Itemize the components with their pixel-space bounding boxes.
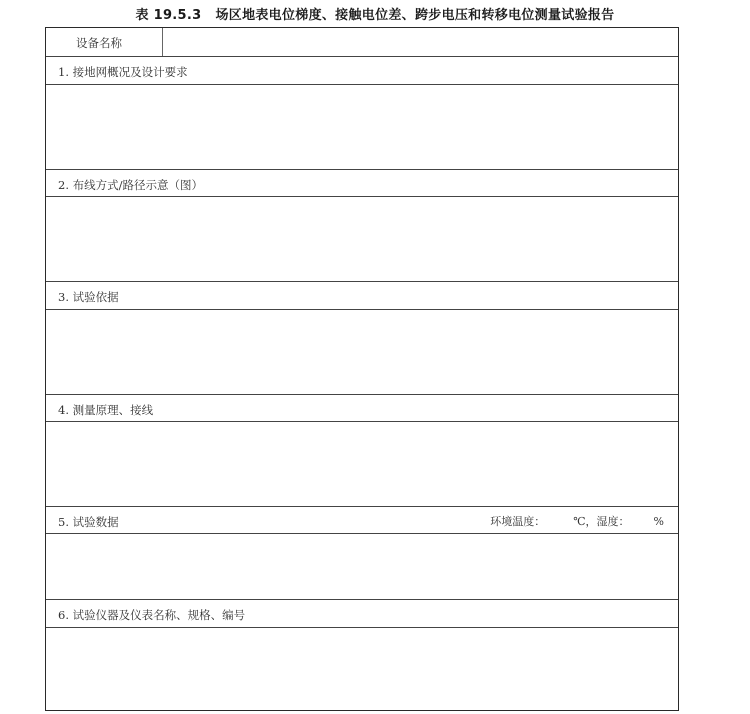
- temperature-unit: ℃，: [573, 515, 597, 528]
- temperature-label: 环境温度：: [490, 515, 546, 528]
- page-title: [0, 4, 750, 23]
- section-5-label: 5. 试验数据: [58, 515, 119, 529]
- table-number: 表 19.5.3: [135, 8, 202, 23]
- section-4-content[interactable]: [46, 422, 678, 507]
- section-4-label: 4. 测量原理、接线: [58, 403, 154, 417]
- section-1-label: 1. 接地网概况及设计要求: [58, 65, 188, 79]
- humidity-label: 湿度：: [596, 515, 630, 528]
- environment-conditions: [490, 513, 664, 529]
- section-6-label: 6. 试验仪器及仪表名称、规格、编号: [58, 608, 246, 622]
- table-title: 场区地表电位梯度、接触电位差、跨步电压和转移电位测量试验报告: [215, 8, 615, 23]
- section-3-content[interactable]: [46, 310, 678, 395]
- section-2-label: 2. 布线方式/路径示意（图）: [58, 178, 204, 192]
- section-5-content[interactable]: [46, 534, 678, 600]
- equipment-name-label-cell: [46, 28, 163, 56]
- equipment-name-row: [46, 28, 678, 57]
- section-4-header: [46, 395, 678, 422]
- section-2-content[interactable]: [46, 197, 678, 282]
- section-2-header: [46, 170, 678, 197]
- equipment-name-field[interactable]: [164, 28, 678, 56]
- section-6-header: [46, 600, 678, 628]
- section-6-content[interactable]: [46, 628, 678, 710]
- section-1-header: [46, 57, 678, 85]
- section-5-header: [46, 507, 678, 534]
- report-table: [45, 27, 679, 711]
- equipment-name-label: 设备名称: [76, 36, 122, 50]
- section-1-content[interactable]: [46, 85, 678, 170]
- section-3-label: 3. 试验依据: [58, 290, 119, 304]
- humidity-unit: %: [653, 515, 664, 528]
- section-3-header: [46, 282, 678, 310]
